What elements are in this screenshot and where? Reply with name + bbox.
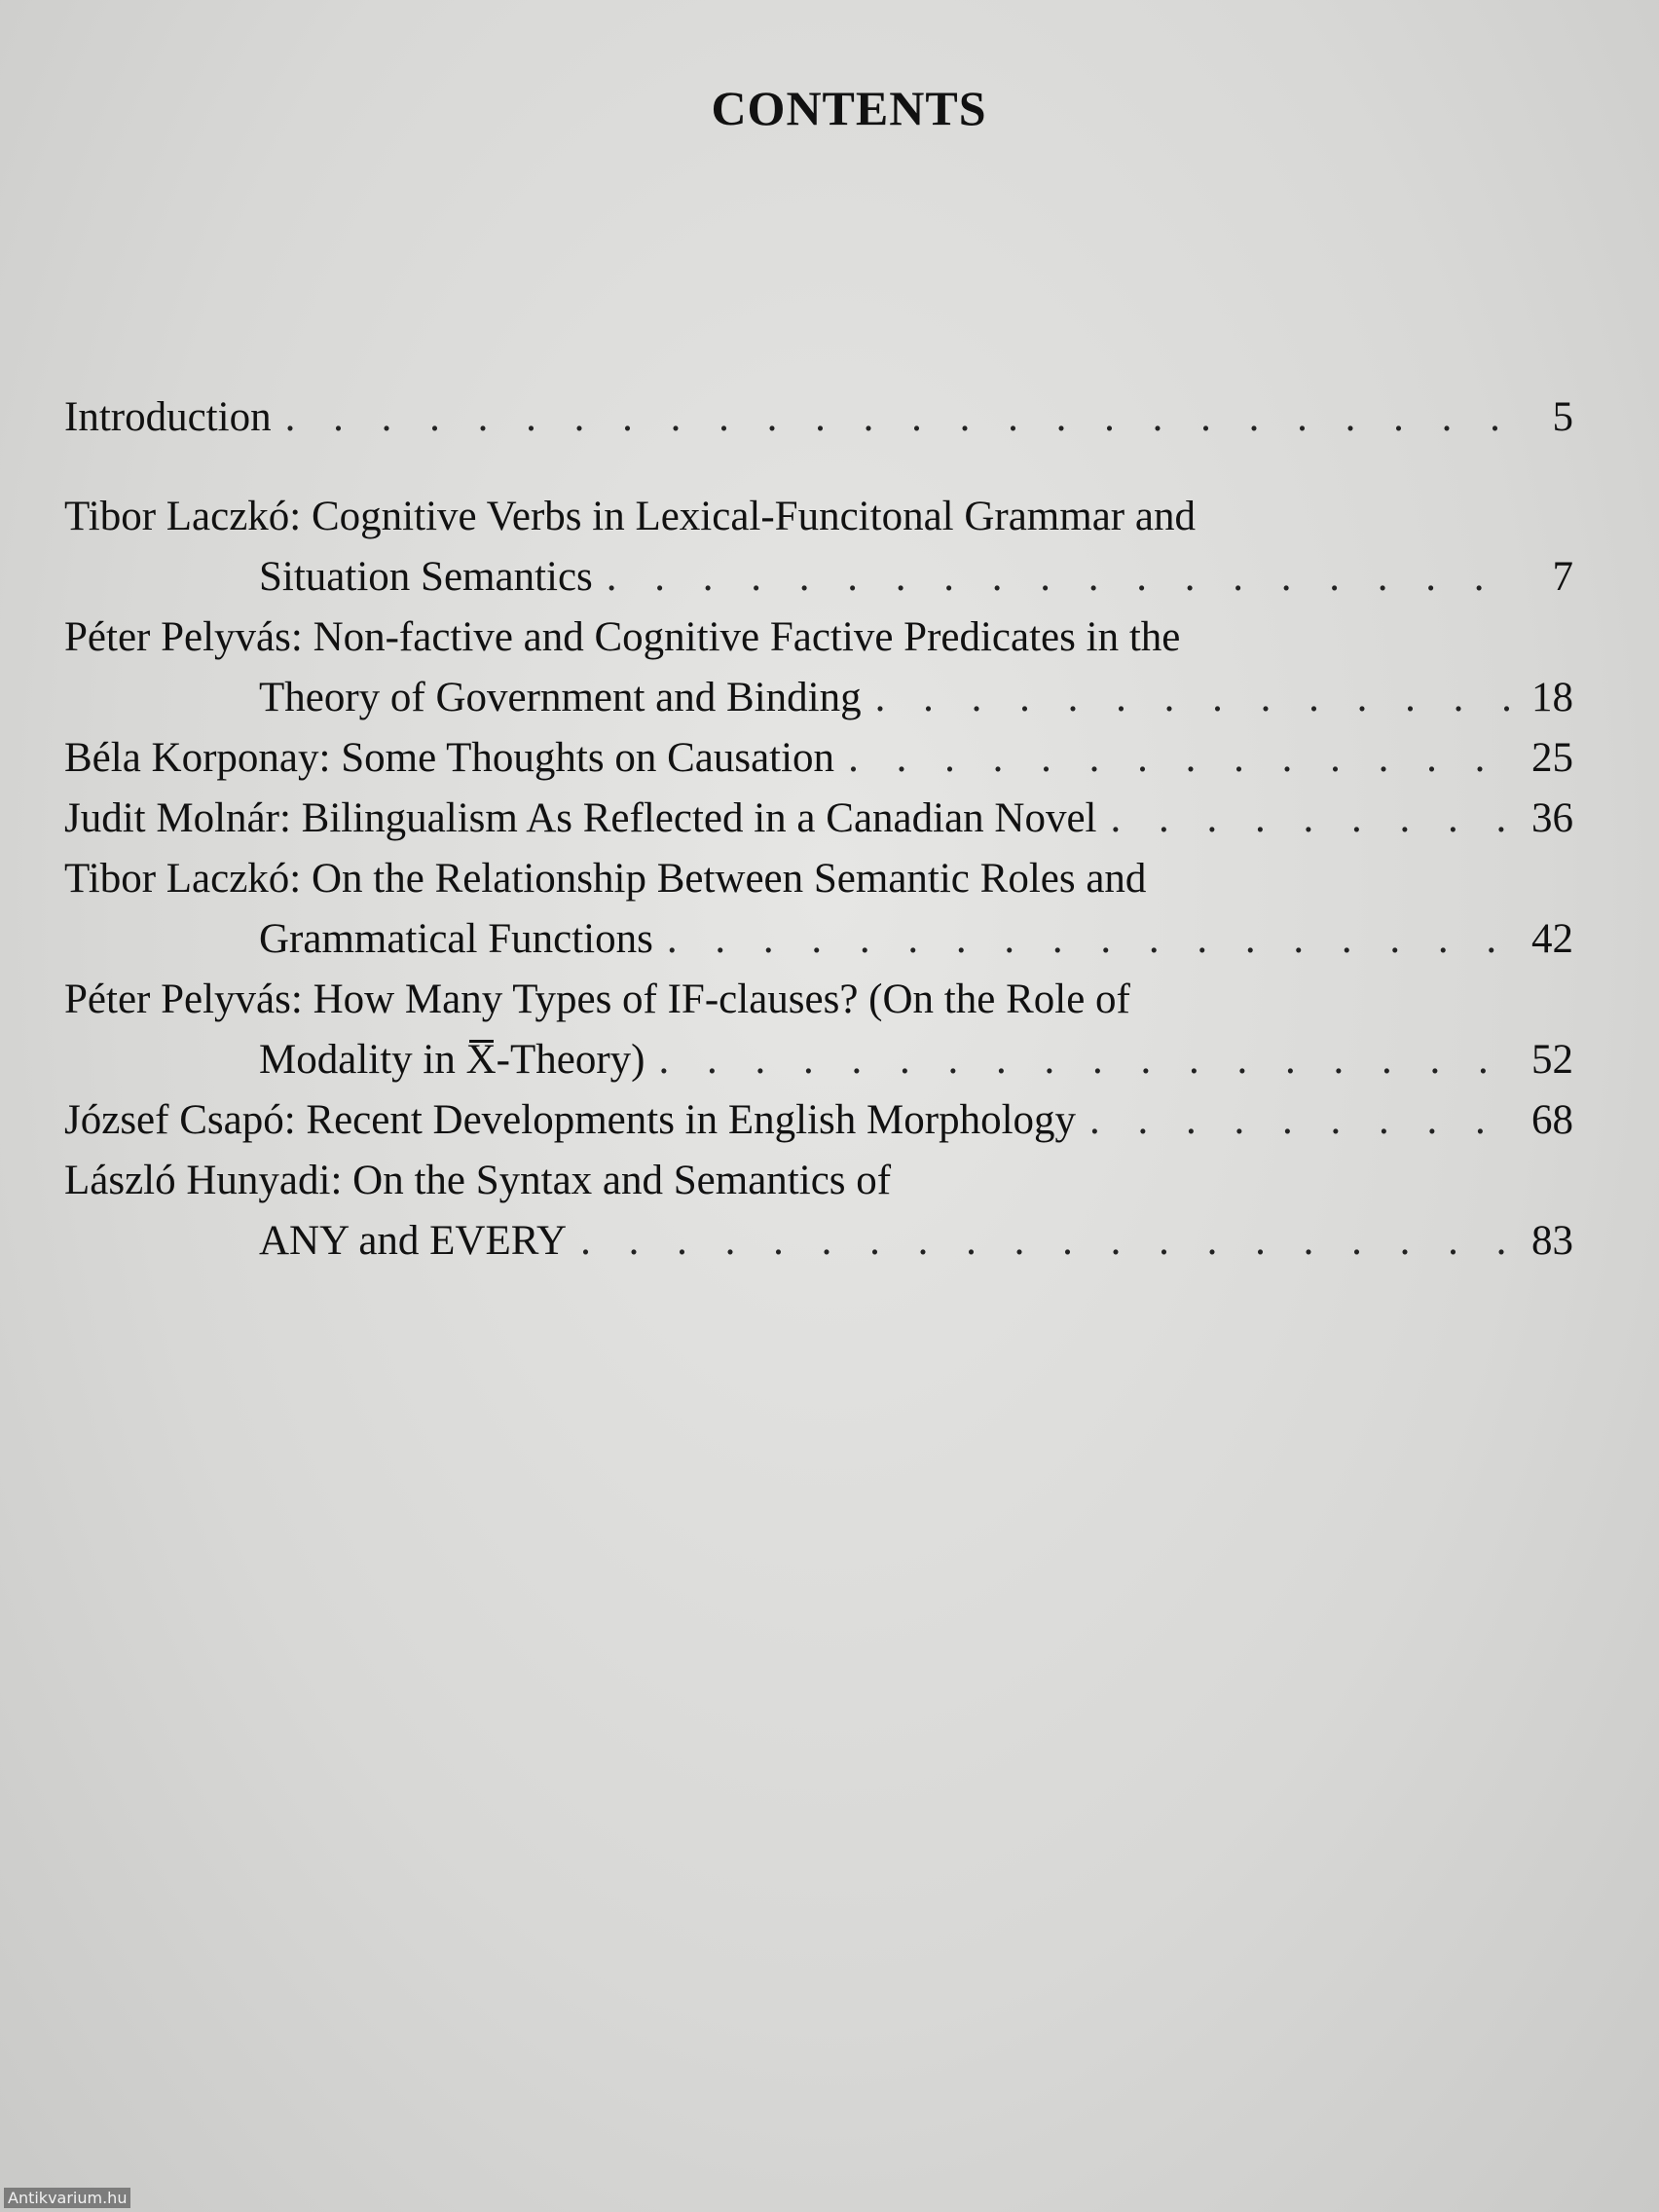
toc-entry[interactable] bbox=[64, 970, 1573, 1090]
toc-entry[interactable] bbox=[64, 487, 1573, 608]
toc-entry-title: Introduction bbox=[64, 394, 272, 440]
toc-entry-title-continued: Grammatical Functions bbox=[259, 916, 653, 962]
toc-page-number: 7 bbox=[1552, 554, 1573, 600]
toc-page-number: 42 bbox=[1531, 916, 1573, 962]
toc-entry-introduction[interactable] bbox=[64, 387, 1573, 448]
dot-leader bbox=[875, 668, 1515, 728]
toc-entry-title: Péter Pelyvás: How Many Types of IF-clauses? (On the Role of bbox=[64, 977, 1130, 1022]
toc-page-number: 36 bbox=[1531, 795, 1573, 841]
toc-entry-title: Judit Molnár: Bilingualism As Reflected in a Canadian Novel bbox=[64, 795, 1097, 841]
toc-entry[interactable] bbox=[64, 849, 1573, 970]
dot-leader bbox=[580, 1211, 1515, 1272]
watermark: Antikvarium.hu bbox=[4, 2188, 130, 2208]
toc-entry[interactable] bbox=[64, 1090, 1573, 1151]
toc-page-number: 25 bbox=[1531, 735, 1573, 781]
dot-leader bbox=[607, 547, 1515, 608]
toc-entry-title-continued: Situation Semantics bbox=[259, 554, 593, 600]
toc-page-number: 5 bbox=[1552, 394, 1573, 440]
toc-entry-title-continued: Theory of Government and Binding bbox=[259, 675, 862, 720]
toc-entry[interactable] bbox=[64, 1151, 1573, 1272]
dot-leader bbox=[285, 387, 1515, 448]
toc-entry-title: Béla Korponay: Some Thoughts on Causation bbox=[64, 735, 835, 781]
toc-entry-title-continued: Modality in X-Theory) bbox=[259, 1030, 658, 1090]
toc-page-number: 18 bbox=[1531, 675, 1573, 720]
dot-leader bbox=[667, 909, 1515, 970]
dot-leader bbox=[848, 728, 1515, 789]
dot-leader bbox=[1111, 789, 1516, 849]
dot-leader bbox=[1089, 1090, 1515, 1151]
toc-entry-title-continued: ANY and EVERY bbox=[259, 1218, 568, 1264]
toc-entry-title: László Hunyadi: On the Syntax and Semantics of bbox=[64, 1158, 892, 1203]
toc-entry[interactable] bbox=[64, 608, 1573, 728]
page-title: CONTENTS bbox=[711, 81, 987, 135]
toc-entry[interactable] bbox=[64, 728, 1573, 789]
toc-page-number: 83 bbox=[1531, 1218, 1573, 1264]
toc-page-number: 68 bbox=[1531, 1097, 1573, 1143]
dot-leader bbox=[658, 1030, 1515, 1090]
toc-entry-title: Péter Pelyvás: Non-factive and Cognitive Factive Predicates in the bbox=[64, 614, 1181, 660]
table-of-contents bbox=[64, 387, 1573, 1272]
toc-entry-title: József Csapó: Recent Developments in English Morphology bbox=[64, 1097, 1077, 1143]
x-bar-symbol: X bbox=[466, 1030, 497, 1090]
toc-entry-title: Tibor Laczkó: Cognitive Verbs in Lexical-Funcitonal Grammar and bbox=[64, 494, 1196, 539]
toc-entry-title: Tibor Laczkó: On the Relationship Between Semantic Roles and bbox=[64, 856, 1147, 902]
toc-entry[interactable] bbox=[64, 789, 1573, 849]
toc-page-number: 52 bbox=[1531, 1037, 1573, 1083]
